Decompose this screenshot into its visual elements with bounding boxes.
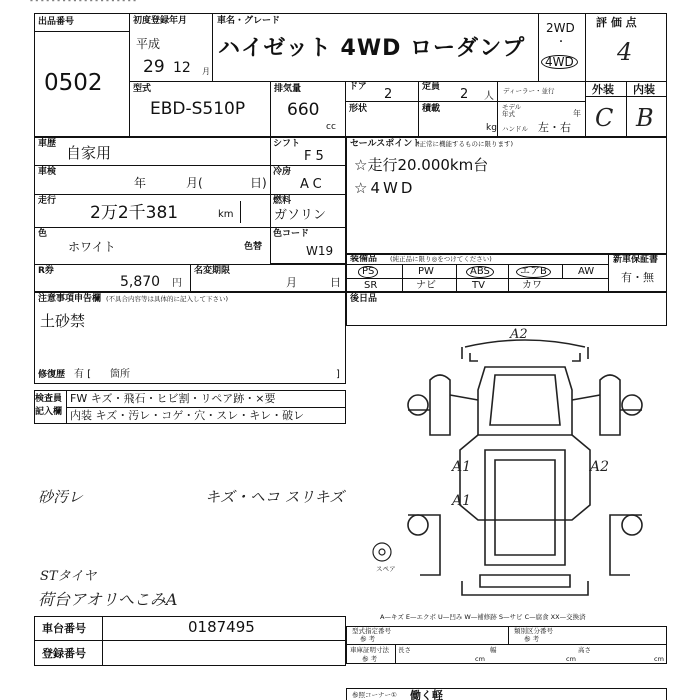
reg-month-unit: 月 (202, 67, 210, 76)
color-label: 色 (38, 229, 48, 239)
check-row-2: 内装 キズ・汚レ・コゲ・穴・スレ・キレ・破レ (70, 409, 305, 422)
reg-label: 初度登録年月 (133, 16, 188, 26)
top-strip (30, 0, 510, 8)
hand-note-1: 砂汚レ (38, 488, 84, 506)
name-change-label: 名変期限 (194, 266, 231, 276)
equip-sub: (純正品に限り◎をつけてください) (390, 255, 492, 263)
handle-label: ハンドル (502, 125, 528, 133)
chassis-label: 車台番号 (42, 622, 86, 635)
hand-note-3: STタイヤ (40, 569, 97, 584)
equip-airbag: エアB (516, 266, 551, 278)
inspection-year: 年 (134, 176, 147, 190)
type-cert-ref: 参 考 (360, 635, 376, 643)
disp-value: 660 (287, 100, 320, 120)
height-unit: cm (654, 655, 664, 663)
ac-label: 冷房 (273, 167, 292, 177)
reg-era: 平成 (136, 37, 161, 51)
reg-month: 12 (173, 60, 191, 76)
top-text: - - - - - - - - - - - - - - - - - - - - (30, 0, 137, 5)
equip-sr: SR (364, 280, 378, 291)
mileage-label: 走行 (38, 196, 57, 206)
exterior-label: 外装 (592, 83, 614, 96)
shape-label: 形状 (349, 104, 368, 114)
fuel-value: ガソリン (274, 208, 327, 223)
equip-label: 装備品 (350, 254, 378, 264)
door-label: ドア (349, 82, 367, 92)
repair-label: 修復歴 (38, 370, 66, 380)
map-note-left-1: A1 (452, 459, 472, 475)
history-label: 車歴 (38, 139, 57, 149)
model-value: EBD-S510P (150, 99, 246, 119)
inspection-label: 車検 (38, 167, 57, 177)
lot-number: 0502 (44, 70, 103, 96)
color-value: ホワイト (68, 240, 116, 254)
disp-label: 排気量 (274, 84, 302, 94)
interior-grade: B (636, 104, 654, 132)
drive-dot: ・ (556, 37, 566, 48)
hand-note-4: 荷台アオリへこみA (38, 590, 178, 609)
load-label: 積載 (422, 104, 441, 114)
equip-leather: カワ (522, 280, 542, 291)
inspection-day: 日) (250, 176, 267, 190)
tax-value: 5,870 (120, 274, 161, 290)
equip-aw: AW (578, 266, 595, 277)
inspection-month: 月( (186, 176, 203, 190)
notes-sub: (不具合内容等は具体的に記入して下さい) (106, 295, 229, 303)
mileage-unit: km (218, 209, 234, 220)
length-unit: cm (475, 655, 485, 663)
dims-label: 車庫証明寸法 (350, 646, 389, 654)
corner-value: 働く軽 (410, 689, 443, 700)
after-frame (346, 292, 667, 326)
class-ref: 参 考 (524, 635, 540, 643)
color-change-label: 色替 (244, 242, 263, 252)
notes-label: 注意事項申告欄 (38, 294, 102, 304)
ac-value: AC (300, 177, 326, 192)
warranty-label: 新車保証書 (613, 255, 659, 265)
dealer-label: ディーラー・並行 (503, 87, 555, 95)
drive-4wd: 4WD (541, 55, 578, 69)
tax-label: R券 (38, 266, 54, 276)
shift-value: F5 (304, 149, 328, 164)
model-year-label: モデル年式 (502, 103, 522, 119)
inspector-label-2: 記入欄 (35, 407, 63, 417)
name-change-day: 日 (330, 276, 341, 289)
sales-sub: (正常に機能するものに限ります) (417, 140, 514, 148)
tax-unit: 円 (172, 278, 182, 289)
model-label: 型式 (133, 84, 152, 94)
equip-ps: PS (358, 266, 378, 278)
color-code-value: W19 (306, 244, 334, 258)
seat-unit: 人 (484, 91, 494, 102)
fuel-label: 燃料 (273, 196, 292, 206)
year-unit: 年 (573, 109, 581, 118)
damage-legend: A—キズ E—エクボ U—凹み W—補修跡 S—サビ C—腐食 XX—交換済 (380, 613, 586, 621)
width-unit: cm (566, 655, 576, 663)
dims-ref: 参 考 (362, 655, 378, 663)
lot-label: 出品番号 (38, 17, 75, 27)
equip-pw: PW (418, 266, 434, 277)
equip-navi: ナビ (416, 280, 436, 291)
eval-score: 4 (617, 38, 633, 66)
reg-year: 29 (143, 57, 165, 77)
height-label: 高さ (578, 646, 591, 654)
sales-label: セールスポイント (350, 139, 422, 149)
chassis-value: 0187495 (188, 618, 255, 636)
warranty-value: 有・無 (621, 271, 654, 284)
disp-unit: cc (326, 122, 336, 132)
color-code-label: 色コード (273, 229, 310, 239)
handle-value: 左・右 (538, 121, 571, 134)
vehicle-damage-diagram (400, 325, 650, 615)
shift-label: シフト (273, 139, 301, 149)
name-label: 車名・グレード (217, 16, 281, 26)
seat-value: 2 (460, 87, 469, 102)
interior-label: 内装 (633, 83, 655, 96)
seat-label: 定員 (422, 82, 441, 92)
repair-value: 有 [ (74, 369, 92, 380)
drive-2wd: 2WD (546, 21, 575, 35)
sales-point-1: ☆走行20.000km台 (354, 156, 489, 174)
check-row-1: FW キズ・飛石・ヒビ割・リペア跡・×要 (70, 392, 276, 405)
notes-value: 土砂禁 (40, 312, 86, 330)
name-change-month: 月 (286, 276, 297, 289)
equip-tv: TV (472, 280, 485, 291)
width-label: 幅 (490, 646, 497, 654)
repair-unit: 箇所 (110, 369, 130, 380)
map-note-top: A2 (510, 327, 528, 342)
load-unit: kg (486, 123, 497, 133)
reg-no-label: 登録番号 (42, 647, 86, 660)
door-value: 2 (384, 87, 393, 102)
eval-label: 評 価 点 (596, 16, 637, 29)
equip-abs: ABS (466, 266, 494, 278)
inspector-label-1: 検査員 (35, 394, 63, 404)
mileage-value: 2万2千381 (90, 203, 179, 223)
length-label: 長さ (398, 646, 411, 654)
exterior-grade: C (595, 104, 614, 132)
spare-label: スペア (376, 565, 396, 573)
after-label: 後日品 (350, 294, 378, 304)
corner-label: 参照コーナー① (352, 691, 397, 699)
type-cert-label: 型式指定番号 (352, 627, 391, 635)
map-note-right: A2 (590, 459, 610, 475)
history-value: 自家用 (66, 144, 112, 162)
sales-point-2: ☆4WD (354, 179, 416, 197)
class-label: 類別区分番号 (514, 627, 553, 635)
hand-note-2: キズ・ヘコ スリキズ (205, 488, 345, 506)
spare-wheel-icon (370, 540, 394, 564)
map-note-left-2: A1 (452, 493, 472, 509)
repair-close: ] (336, 369, 340, 380)
car-name: ハイゼット 4WD ローダンプ (218, 36, 526, 61)
